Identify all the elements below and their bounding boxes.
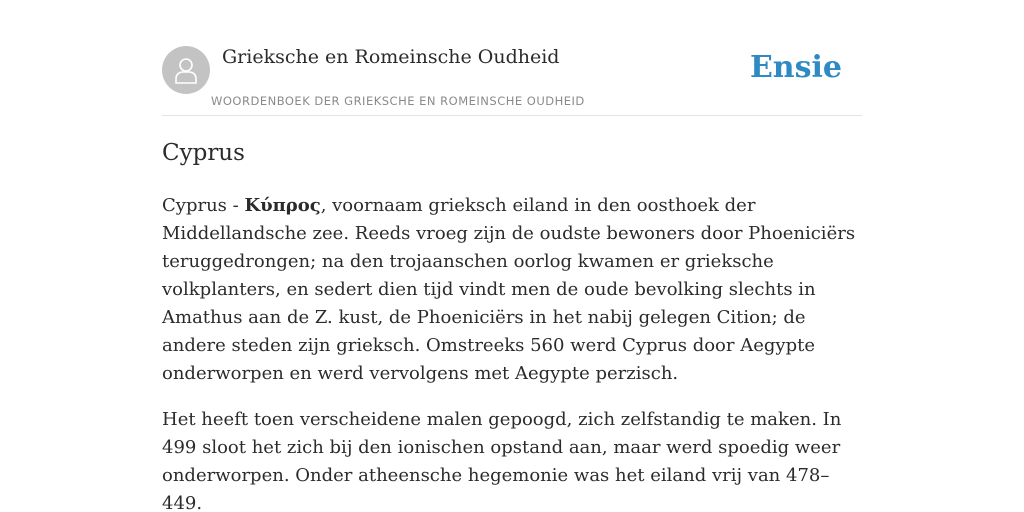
entry-paragraph-1-text: , voornaam grieksch eiland in den oosthoek der Middellandsche zee. Reeds vroeg zijn de oudste bewoners door Phoeniciërs teruggedrongen; na den trojaanschen oorlog kwamen er grieksche volkplanters, en sedert dien tijd vindt men de oude bevolking slechts in Amathus aan de Z. kust, de Phoeniciërs in het nabij gelegen Cition; de andere steden zijn grieksch. Omstreeks 560 werd Cyprus door Aegypte onderworpen en werd vervolgens met Aegypte perzisch. [162,195,856,384]
avatar[interactable] [162,46,210,94]
page-header [162,46,862,116]
entry-paragraph-1 [162,192,862,388]
entry-paragraph-2: Het heeft toen verscheidene malen gepoogd, zich zelfstandig te maken. In 499 sloot het zich bij den ionischen opstand aan, maar werd spoedig weer onderworpen. Onder atheensche hegemonie was het eiland vrij van 478–449. [162,409,842,512]
dictionary-subtitle: WOORDENBOEK DER GRIEKSCHE EN ROMEINSCHE OUDHEID [211,94,585,108]
greek-term: Κύπρος [244,195,321,216]
entry-content [162,192,862,512]
dictionary-title[interactable]: Grieksche en Romeinsche Oudheid [222,46,560,68]
user-icon [174,56,198,84]
entry-lead: Cyprus - [162,195,245,216]
ensie-logo-link[interactable]: Ensie [749,50,842,85]
page-title: Cyprus [162,140,245,166]
